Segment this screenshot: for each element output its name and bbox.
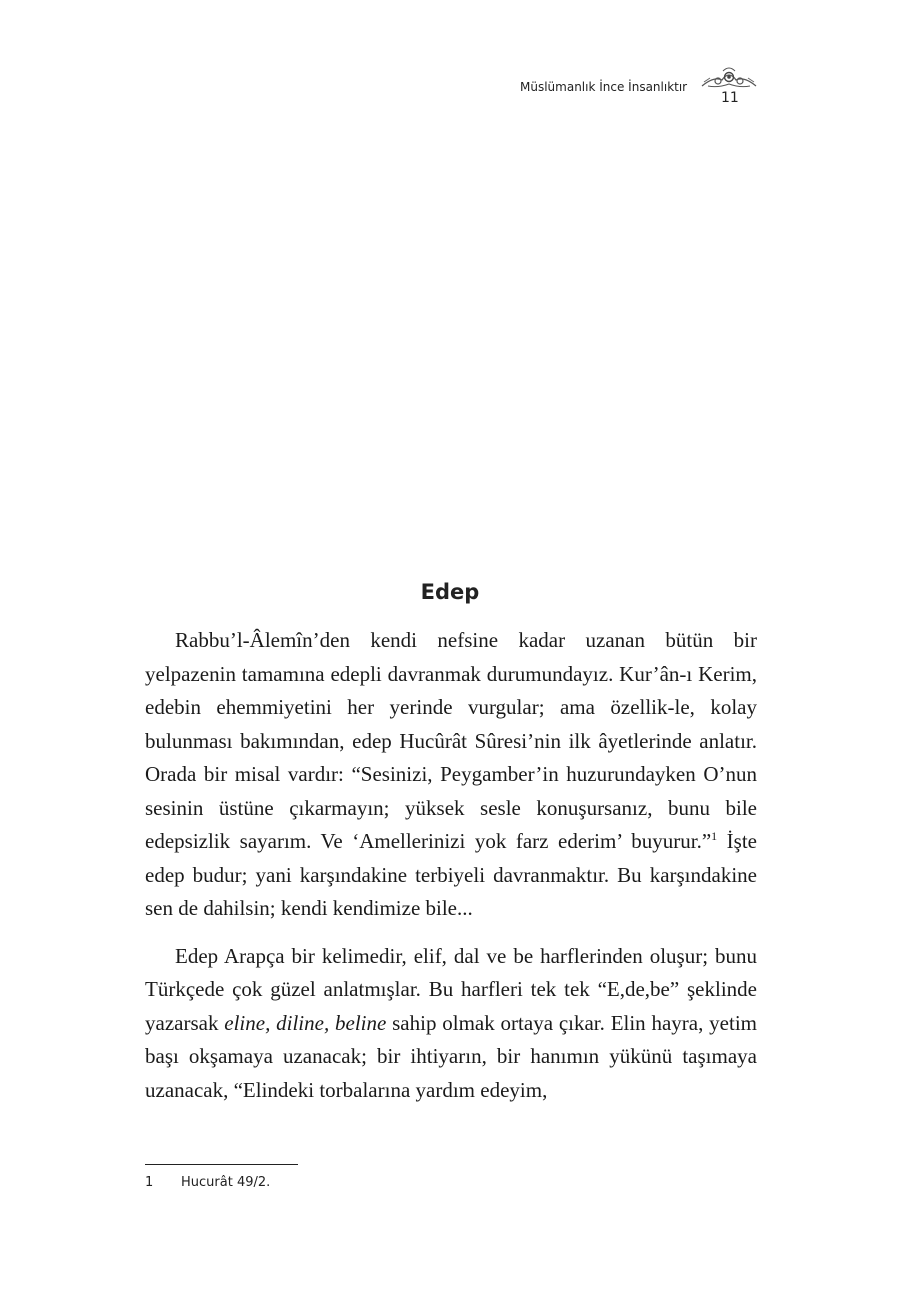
footnote — [145, 1175, 270, 1190]
footnote-rule — [145, 1164, 298, 1165]
paragraph-text: Edep Arapça bir kelimedir, elif, dal ve be harflerinden oluşur; bunu Türkçede çok güzel anlatmışlar. Bu harfleri tek tek “E,de,be” şeklinde yazarsak — [145, 943, 757, 1035]
footnote-number: 1 — [145, 1175, 154, 1190]
paragraph — [145, 940, 757, 1108]
paragraph-text: Rabbu’l-Âlemîn’den kendi nefsine kadar uzanan bütün bir yelpazenin tamamına edepli davranmak durumundayız. Kur’ân-ı Kerim, edebin ehemmiyetini her yerinde vurgular; ama özellik-le, kolay bulunması bakımından, edep Hucûrât Sûresi’nin ilk âyetlerinde anlatır. Orada bir misal vardır: “Sesinizi, Peygamber’in huzurundayken O’nun sesinin üstüne çıkarmayın; yüksek sesle konuşursanız, bunu bile edepsizlik sayarım. Ve ‘Amellerinizi yok farz ederim’ buyurur.” — [145, 628, 757, 853]
page-number: 11 — [721, 90, 739, 106]
footnote-text: Hucurât 49/2. — [181, 1175, 271, 1190]
paragraph-text: İşte edep budur; yani karşındakine terbiyeli davranmaktır. Bu karşındakine sen de dahilsin; kendi kendimize bile... — [145, 829, 757, 920]
paragraph-text: sahip olmak ortaya çıkar. Elin hayra, yetim başı okşamaya uzanacak; bir ihtiyarın, bir hanımın yükünü taşımaya uzanacak, “Elindeki torbalarına yardım edeyim, — [145, 1010, 758, 1102]
footnote-marker: 1 — [711, 829, 718, 843]
italic-phrase: eline, diline, beline — [224, 1010, 387, 1035]
paragraph — [145, 624, 757, 926]
body-text — [145, 624, 757, 1107]
running-header: Müslümanlık İnce İnsanlıktır — [520, 80, 688, 94]
chapter-title: Edep — [420, 580, 480, 605]
